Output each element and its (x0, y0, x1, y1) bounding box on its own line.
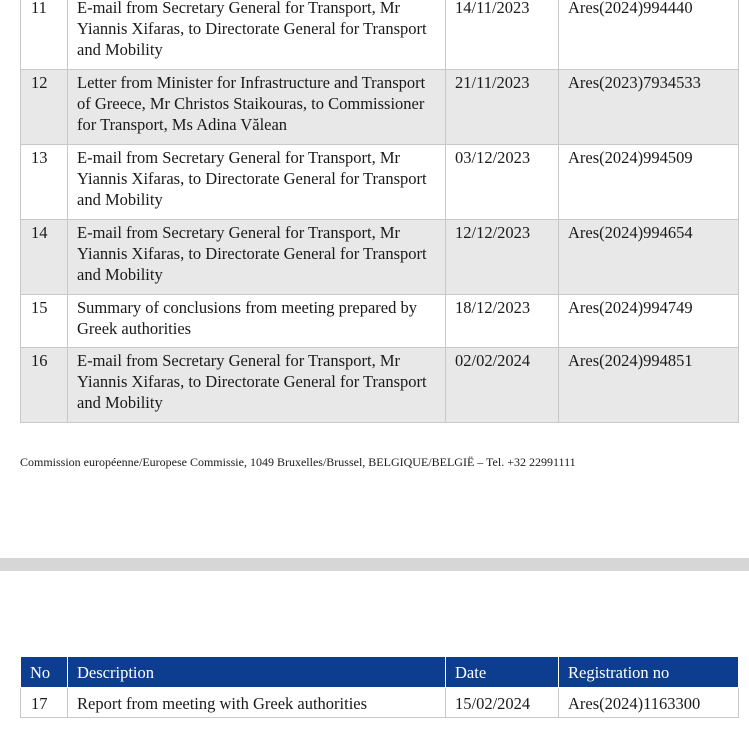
header-registration: Registration no (559, 657, 739, 688)
row-date: 12/12/2023 (446, 220, 559, 295)
header-no: No (21, 657, 68, 688)
row-registration: Ares(2024)994509 (559, 145, 739, 220)
row-registration: Ares(2024)1163300 (559, 688, 739, 718)
row-description: E-mail from Secretary General for Transport, Mr Yiannis Xifaras, to Directorate General for Transport and Mobility (68, 0, 446, 70)
row-number: 11 (21, 0, 68, 70)
header-description: Description (68, 657, 446, 688)
row-description: E-mail from Secretary General for Transport, Mr Yiannis Xifaras, to Directorate General for Transport and Mobility (68, 145, 446, 220)
row-description: E-mail from Secretary General for Transport, Mr Yiannis Xifaras, to Directorate General for Transport and Mobility (68, 348, 446, 423)
row-description: Summary of conclusions from meeting prepared by Greek authorities (68, 295, 446, 348)
row-registration: Ares(2023)7934533 (559, 70, 739, 145)
page-footer: Commission européenne/Europese Commissie, 1049 Bruxelles/Brussel, BELGIQUE/BELGIË – Tel. +32 22991111 (20, 455, 576, 469)
table-row (21, 70, 739, 145)
documents-table-page-1 (20, 0, 739, 423)
row-number: 14 (21, 220, 68, 295)
row-registration: Ares(2024)994851 (559, 348, 739, 423)
page-separator (0, 558, 749, 571)
table-row (21, 688, 739, 718)
row-number: 17 (21, 688, 68, 718)
row-date: 02/02/2024 (446, 348, 559, 423)
row-description: Report from meeting with Greek authorities (68, 688, 446, 718)
row-number: 15 (21, 295, 68, 348)
row-registration: Ares(2024)994654 (559, 220, 739, 295)
row-date: 14/11/2023 (446, 0, 559, 70)
table-row (21, 348, 739, 423)
row-date: 21/11/2023 (446, 70, 559, 145)
row-date: 15/02/2024 (446, 688, 559, 718)
header-date: Date (446, 657, 559, 688)
table-row (21, 295, 739, 348)
row-registration: Ares(2024)994749 (559, 295, 739, 348)
row-registration: Ares(2024)994440 (559, 0, 739, 70)
table-header-row (21, 657, 739, 688)
row-description: Letter from Minister for Infrastructure and Transport of Greece, Mr Christos Staikouras, to Commissioner for Transport, Ms Adina Vălean (68, 70, 446, 145)
table-row (21, 145, 739, 220)
row-date: 03/12/2023 (446, 145, 559, 220)
table-row (21, 220, 739, 295)
row-date: 18/12/2023 (446, 295, 559, 348)
row-number: 16 (21, 348, 68, 423)
row-number: 12 (21, 70, 68, 145)
row-number: 13 (21, 145, 68, 220)
table-row (21, 0, 739, 70)
documents-table-page-2 (20, 656, 739, 718)
row-description: E-mail from Secretary General for Transport, Mr Yiannis Xifaras, to Directorate General for Transport and Mobility (68, 220, 446, 295)
